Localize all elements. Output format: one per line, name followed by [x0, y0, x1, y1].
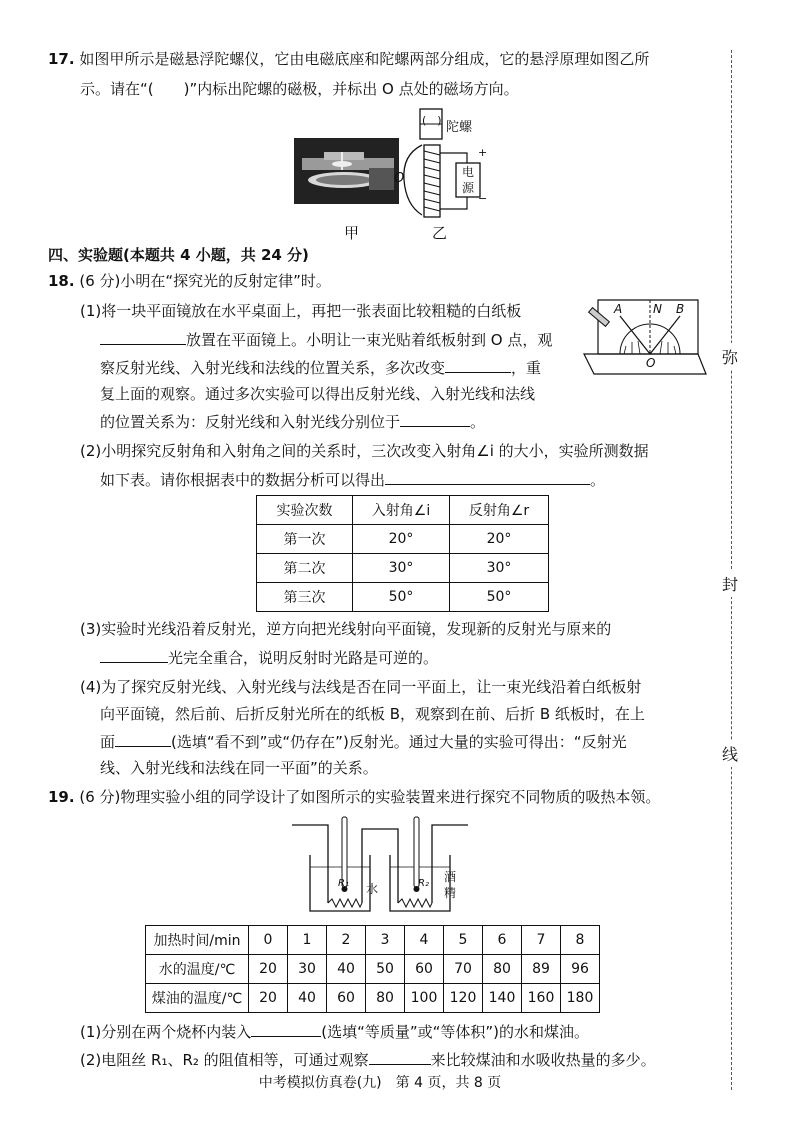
- table-cell: 60: [327, 984, 366, 1013]
- table-header-cell: 入射角∠i: [353, 496, 450, 525]
- table-cell: 160: [522, 984, 561, 1013]
- q18-p1-line-3: [100, 356, 541, 379]
- table-cell: 50: [366, 955, 405, 984]
- seal-char-feng: 封: [722, 570, 738, 597]
- q19-fig-r1: R₁: [338, 878, 349, 889]
- q18-p3-line-2: [100, 646, 438, 669]
- q19-p1-text-b: (选填“等质量”或“等体积”)的水和煤油。: [321, 1023, 590, 1041]
- q19-p1-line: [80, 1020, 589, 1043]
- q19-fig-alcohol-1: 酒: [444, 870, 457, 884]
- q17-line-1: [48, 48, 649, 70]
- q18-fig-label-n: N: [653, 302, 662, 316]
- q19-fig-water: 水: [366, 882, 379, 896]
- table-cell: 6: [483, 926, 522, 955]
- q19-number: 19.: [48, 788, 75, 806]
- q18-data-table: [256, 495, 549, 612]
- q19-line-intro: [48, 786, 660, 808]
- q19-intro: (6 分)物理实验小组的同学设计了如图所示的实验装置来进行探究不同物质的吸热本领。: [79, 788, 661, 806]
- q18-p2-line-2-text-b: 。: [590, 471, 606, 489]
- table-cell: 加热时间/min: [146, 926, 249, 955]
- figure-jia-photo: [294, 138, 399, 204]
- section-4-title: 四、实验题(本题共 4 小题，共 24 分): [48, 246, 309, 264]
- q18-p1-line-1: (1)将一块平面镜放在水平桌面上，再把一张表面比较粗糙的白纸板: [80, 302, 522, 320]
- q18-line-intro: [48, 270, 331, 292]
- table-cell: 120: [444, 984, 483, 1013]
- table-cell: 40: [327, 955, 366, 984]
- table-cell: 140: [483, 984, 522, 1013]
- q18-fig-label-a: A: [614, 302, 623, 316]
- q18-p1-line-5-text-a: 的位置关系为：反射光线和入射光线分别位于: [100, 413, 401, 431]
- q18-blank-6[interactable]: [115, 730, 171, 747]
- table-cell: 30°: [450, 554, 549, 583]
- table-cell: 第一次: [257, 525, 353, 554]
- table-cell: 5: [444, 926, 483, 955]
- q17-number: 17.: [48, 50, 75, 68]
- table-cell: 2: [327, 926, 366, 955]
- q18-p4-line-1: (4)为了探究反射光线、入射光线与法线是否在同一平面上，让一束光线沿着白纸板射: [80, 678, 642, 696]
- table-cell: 30°: [353, 554, 450, 583]
- figure-yi-label: 乙: [432, 224, 448, 242]
- q18-p1-line-4: 复上面的观察。通过多次实验可以得出反射光线、入射光线和法线: [100, 385, 536, 403]
- table-cell: 50°: [450, 583, 549, 612]
- q18-p3-line-1: (3)实验时光线沿着反射光，逆方向把光线射向平面镜，发现新的反射光与原来的: [80, 620, 612, 638]
- q18-p2-line-2-text-a: 如下表。请你根据表中的数据分析可以得出: [100, 471, 386, 489]
- q19-blank-2[interactable]: [369, 1048, 431, 1065]
- figure-yi-o-label: O: [394, 171, 405, 186]
- table-cell: 水的温度/℃: [146, 955, 249, 984]
- table-cell: 8: [561, 926, 600, 955]
- table-cell: 80: [366, 984, 405, 1013]
- table-row: [257, 583, 549, 612]
- q18-blank-3[interactable]: [400, 410, 470, 427]
- table-header-cell: 反射角∠r: [450, 496, 549, 525]
- figure-jia-label: 甲: [344, 224, 360, 242]
- table-cell: 20: [249, 955, 288, 984]
- q18-p4-line-3-text-b: (选填“看不到”或“仍存在”)反射光。通过大量的实验可得出：“反射光: [171, 733, 627, 751]
- table-cell: 70: [444, 955, 483, 984]
- q19-p1-text-a: (1)分别在两个烧杯内装入: [80, 1023, 252, 1041]
- q17-line-2: 示。请在“( )”内标出陀螺的磁极，并标出 O 点处的磁场方向。: [80, 80, 519, 98]
- table-cell: 40: [288, 984, 327, 1013]
- table-cell: 89: [522, 955, 561, 984]
- gyroscope-photo-icon: [294, 138, 399, 204]
- q18-p2-line-1: (2)小明探究反射角和入射角之间的关系时，三次改变入射角∠i 的大小，实验所测数据: [80, 442, 649, 460]
- q19-p2-text-a: (2)电阻丝 R₁、R₂ 的阻值相等，可通过观察: [80, 1051, 369, 1069]
- table-cell: 4: [405, 926, 444, 955]
- q18-reflection-figure: [580, 296, 710, 378]
- table-cell: 0: [249, 926, 288, 955]
- figure-yi-source-1: 电: [462, 165, 475, 179]
- page-footer: 中考模拟仿真卷(九) 第 4 页，共 8 页: [258, 1075, 502, 1091]
- q19-fig-alcohol-2: 精: [444, 886, 457, 900]
- q18-p1-line-5-text-b: 。: [470, 413, 486, 431]
- table-row: [257, 554, 549, 583]
- q19-data-table: [145, 925, 600, 1013]
- q18-p2-line-2: [100, 468, 605, 491]
- table-cell: 30: [288, 955, 327, 984]
- table-cell: 20°: [353, 525, 450, 554]
- q19-blank-1[interactable]: [251, 1020, 321, 1037]
- table-row: [146, 955, 600, 984]
- table-cell: 7: [522, 926, 561, 955]
- q18-p4-line-3-text-a: 面: [100, 733, 116, 751]
- table-cell: 1: [288, 926, 327, 955]
- q18-p1-line-2-text: 放置在平面镜上。小明让一束光贴着纸板射到 O 点，观: [186, 331, 553, 349]
- q18-fig-label-b: B: [676, 302, 685, 316]
- q18-blank-2[interactable]: [445, 356, 511, 373]
- q18-number: 18.: [48, 272, 75, 290]
- figure-yi-gyro-label: 陀螺: [446, 120, 473, 135]
- table-row: [146, 984, 600, 1013]
- table-cell: 20°: [450, 525, 549, 554]
- q18-p1-line-3-text-a: 察反射光线、入射光线和法线的位置关系，多次改变: [100, 359, 446, 377]
- q19-p2-text-b: 来比较煤油和水吸收热量的多少。: [430, 1051, 656, 1069]
- figure-yi-source-2: 源: [462, 181, 475, 195]
- q18-p4-line-4: 线、入射光线和法线在同一平面”的关系。: [100, 759, 378, 777]
- table-cell: 煤油的温度/℃: [146, 984, 249, 1013]
- table-cell: 96: [561, 955, 600, 984]
- figure-yi-paren: ( ): [422, 114, 442, 127]
- table-cell: 50°: [353, 583, 450, 612]
- table-cell: 60: [405, 955, 444, 984]
- table-cell: 100: [405, 984, 444, 1013]
- table-cell: 20: [249, 984, 288, 1013]
- q18-fig-label-o: O: [646, 356, 656, 370]
- q18-intro: (6 分)小明在“探究光的反射定律”时。: [79, 272, 331, 290]
- q18-p1-line-3-text-b: ，重: [511, 359, 542, 377]
- q17-text-1: 如图甲所示是磁悬浮陀螺仪，它由电磁底座和陀螺两部分组成，它的悬浮原理如图乙所: [79, 50, 650, 68]
- q18-blank-1[interactable]: [100, 328, 186, 345]
- q18-p1-line-2: [100, 328, 552, 351]
- table-cell: 第三次: [257, 583, 353, 612]
- q18-p4-line-3: [100, 730, 627, 753]
- table-row: [146, 926, 600, 955]
- q18-blank-5[interactable]: [100, 646, 168, 663]
- table-cell: 80: [483, 955, 522, 984]
- q19-fig-r2: R₂: [418, 878, 429, 889]
- seal-char-mi: 弥: [722, 343, 738, 370]
- q18-blank-4[interactable]: [385, 468, 590, 485]
- table-header-cell: 实验次数: [257, 496, 353, 525]
- q18-p3-line-2-text: 光完全重合，说明反射时光路是可逆的。: [168, 649, 439, 667]
- table-row: [257, 496, 549, 525]
- q18-p4-line-2: 向平面镜，然后前、后折反射光所在的纸板 B，观察到在前、后折 B 纸板时，在上: [100, 705, 645, 723]
- q18-p1-line-5: [100, 410, 485, 433]
- table-row: [257, 525, 549, 554]
- table-cell: 第二次: [257, 554, 353, 583]
- figure-yi-plus: +: [478, 146, 488, 159]
- table-cell: 3: [366, 926, 405, 955]
- q19-p2-line: [80, 1048, 656, 1071]
- figure-yi-minus: −: [478, 192, 488, 205]
- table-cell: 180: [561, 984, 600, 1013]
- seal-char-xian: 线: [722, 740, 738, 767]
